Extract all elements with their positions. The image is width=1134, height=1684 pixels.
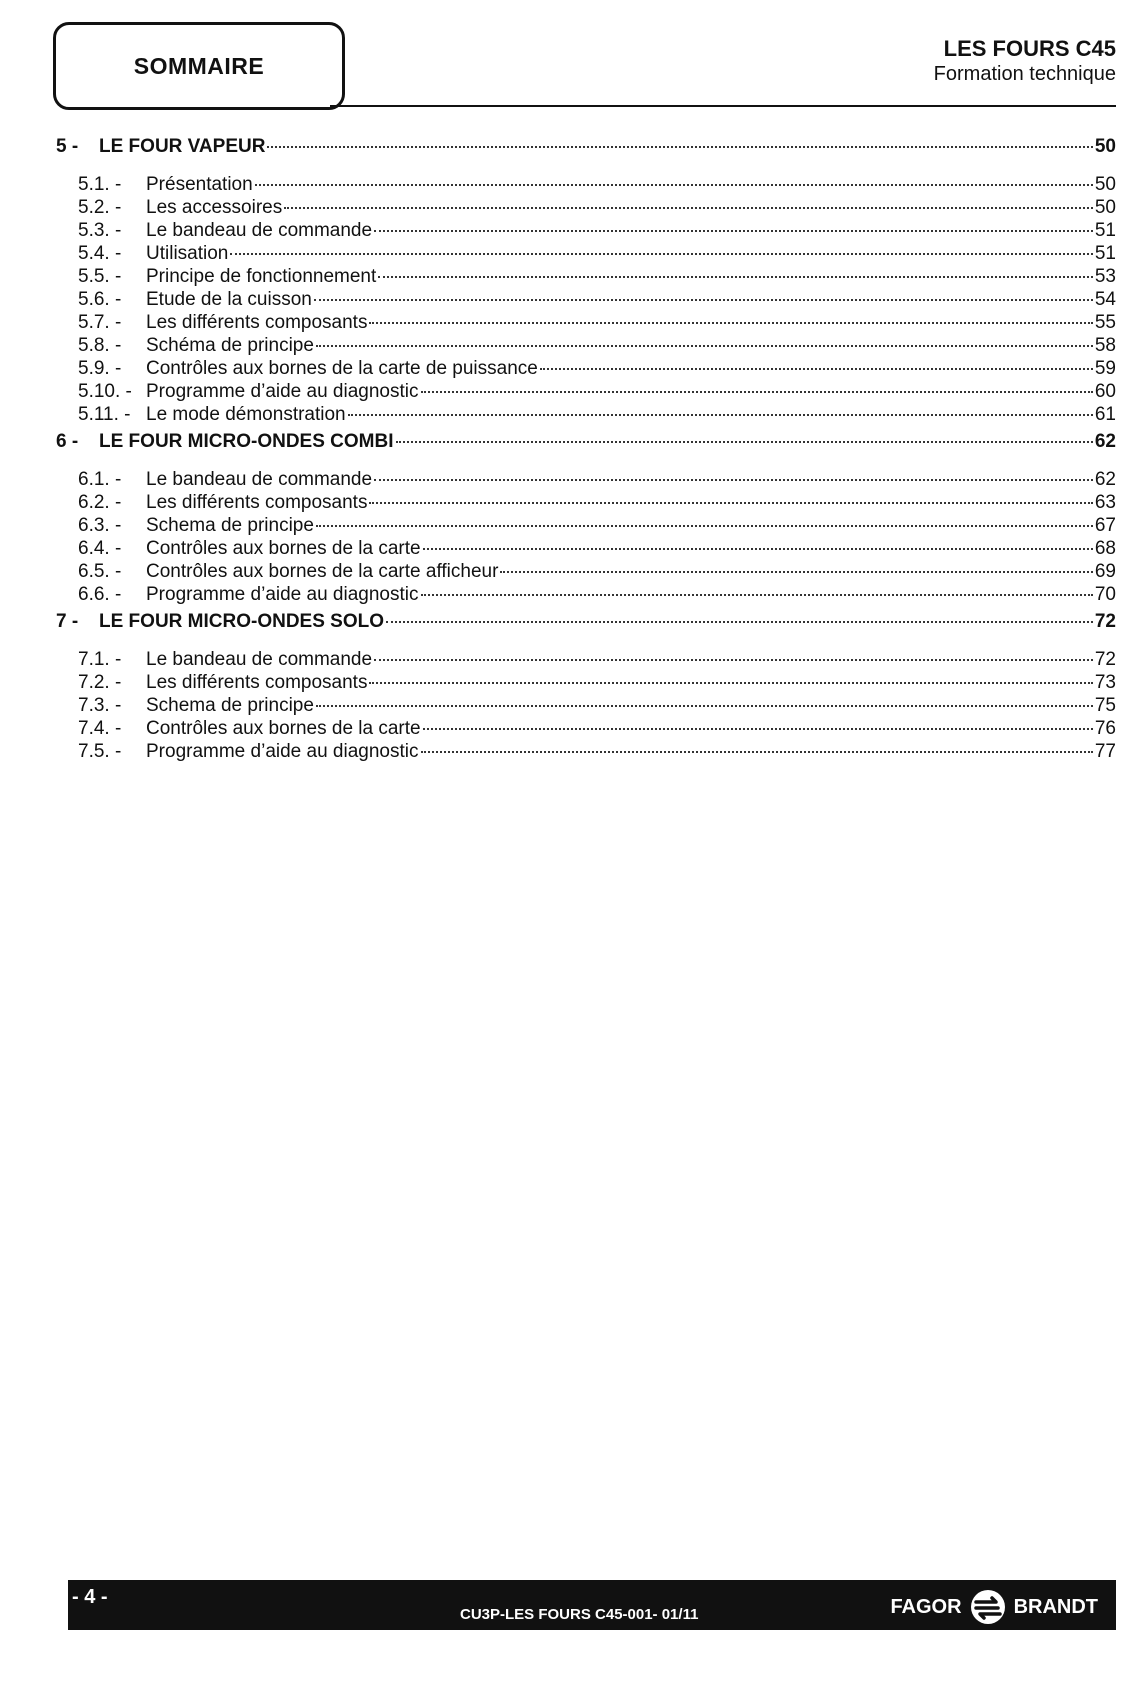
- brand-name-brandt: BRANDT: [1013, 1595, 1098, 1618]
- toc-entry-title: Contrôles aux bornes de la carte de puissance: [146, 358, 538, 379]
- toc-entry-row: [56, 538, 1116, 561]
- toc-section-number: 5 -: [56, 136, 79, 157]
- toc-entry-row: [56, 584, 1116, 607]
- footer-page-number: - 4 -: [72, 1586, 108, 1608]
- toc-dot-leader: [421, 391, 1093, 393]
- toc-section-number: 7 -: [56, 611, 79, 632]
- toc-entry-number: 5.5. -: [78, 266, 122, 287]
- toc-entry-page: 51: [1094, 220, 1116, 241]
- toc-entry-number: 5.9. -: [78, 358, 122, 379]
- toc-entry-row: [56, 404, 1116, 427]
- footer-bar: [68, 1580, 1116, 1630]
- toc-entry-row: [56, 381, 1116, 404]
- toc-entry-page: 76: [1094, 718, 1116, 739]
- toc-entry-page: 77: [1094, 741, 1116, 762]
- toc-dot-leader: [378, 276, 1093, 278]
- toc-entry-page: 63: [1094, 492, 1116, 513]
- toc-dot-leader: [267, 146, 1092, 148]
- toc-entry-page: 70: [1094, 584, 1116, 605]
- toc-entry-number: 5.3. -: [78, 220, 122, 241]
- document-header: [934, 36, 1116, 86]
- toc-entry-row: [56, 718, 1116, 741]
- toc-section-title: LE FOUR MICRO-ONDES COMBI: [99, 431, 394, 452]
- toc-entry-title: Contrôles aux bornes de la carte: [146, 538, 421, 559]
- toc-dot-leader: [348, 414, 1093, 416]
- toc-entry-title: Les différents composants: [146, 492, 368, 513]
- toc-dot-leader: [500, 571, 1092, 573]
- toc-entry-number: 6.5. -: [78, 561, 122, 582]
- toc-entry-number: 6.3. -: [78, 515, 122, 536]
- toc-entry-row: [56, 672, 1116, 695]
- toc-entry-title: Programme d’aide au diagnostic: [146, 584, 419, 605]
- toc-entry-title: Le bandeau de commande: [146, 469, 373, 490]
- toc-entry-page: 61: [1094, 404, 1116, 425]
- toc-dot-leader: [374, 659, 1093, 661]
- document-title: LES FOURS C45: [943, 36, 1116, 61]
- header-divider: [330, 105, 1116, 107]
- toc-entry-title: Programme d’aide au diagnostic: [146, 741, 419, 762]
- toc-entry-row: [56, 695, 1116, 718]
- toc-entry-row: [56, 561, 1116, 584]
- brand-logo: [890, 1589, 1098, 1625]
- toc-dot-leader: [421, 751, 1093, 753]
- toc-dot-leader: [374, 230, 1093, 232]
- toc-entry-number: 5.6. -: [78, 289, 122, 310]
- toc-entry-row: [56, 174, 1116, 197]
- toc-entry-page: 62: [1094, 469, 1116, 490]
- toc-entry-title: Etude de la cuisson: [146, 289, 312, 310]
- table-of-contents: [56, 136, 1116, 764]
- toc-entry-row: [56, 492, 1116, 515]
- toc-section-page: 50: [1094, 136, 1116, 157]
- toc-section-page: 72: [1094, 611, 1116, 632]
- toc-entry-row: [56, 220, 1116, 243]
- toc-section-row: [56, 611, 1116, 641]
- toc-entry-number: 6.4. -: [78, 538, 122, 559]
- toc-entry-title: Schema de principe: [146, 515, 314, 536]
- toc-entry-number: 7.4. -: [78, 718, 122, 739]
- toc-entry-page: 54: [1094, 289, 1116, 310]
- toc-entry-title: Présentation: [146, 174, 253, 195]
- toc-entry-page: 73: [1094, 672, 1116, 693]
- toc-entry-page: 59: [1094, 358, 1116, 379]
- toc-entry-title: Utilisation: [146, 243, 229, 264]
- toc-entry-row: [56, 243, 1116, 266]
- toc-dot-leader: [255, 184, 1093, 186]
- toc-entry-number: 6.2. -: [78, 492, 122, 513]
- toc-entry-title: Schema de principe: [146, 695, 314, 716]
- toc-entry-row: [56, 197, 1116, 220]
- toc-entry-title: Le mode démonstration: [146, 404, 346, 425]
- toc-entry-row: [56, 741, 1116, 764]
- toc-entry-title: Le bandeau de commande: [146, 649, 373, 670]
- toc-dot-leader: [316, 525, 1093, 527]
- toc-entry-title: Le bandeau de commande: [146, 220, 373, 241]
- toc-entry-row: [56, 289, 1116, 312]
- toc-entry-page: 67: [1094, 515, 1116, 536]
- toc-entry-row: [56, 312, 1116, 335]
- toc-entry-number: 5.2. -: [78, 197, 122, 218]
- toc-entry-row: [56, 266, 1116, 289]
- toc-dot-leader: [369, 322, 1092, 324]
- toc-entry-number: 5.10. -: [78, 381, 132, 402]
- brand-name-fagor: FAGOR: [890, 1595, 962, 1618]
- toc-entry-number: 5.8. -: [78, 335, 122, 356]
- toc-dot-leader: [396, 441, 1093, 443]
- toc-dot-leader: [540, 368, 1093, 370]
- toc-dot-leader: [314, 299, 1093, 301]
- toc-entry-page: 53: [1094, 266, 1116, 287]
- toc-section-title: LE FOUR MICRO-ONDES SOLO: [99, 611, 384, 632]
- footer-reference: CU3P-LES FOURS C45-001- 01/11: [460, 1606, 699, 1623]
- toc-dot-leader: [369, 502, 1092, 504]
- toc-entry-page: 60: [1094, 381, 1116, 402]
- toc-entry-row: [56, 649, 1116, 672]
- toc-entry-page: 69: [1094, 561, 1116, 582]
- toc-entry-number: 7.3. -: [78, 695, 122, 716]
- toc-entry-page: 50: [1094, 197, 1116, 218]
- toc-entry-number: 7.2. -: [78, 672, 122, 693]
- toc-dot-leader: [423, 548, 1093, 550]
- toc-entry-page: 58: [1094, 335, 1116, 356]
- toc-entry-page: 72: [1094, 649, 1116, 670]
- toc-entry-number: 5.7. -: [78, 312, 122, 333]
- toc-entry-title: Principe de fonctionnement: [146, 266, 377, 287]
- toc-dot-leader: [423, 728, 1093, 730]
- toc-entry-page: 55: [1094, 312, 1116, 333]
- toc-section-row: [56, 136, 1116, 166]
- toc-dot-leader: [369, 682, 1092, 684]
- toc-entry-number: 7.1. -: [78, 649, 122, 670]
- toc-dot-leader: [316, 345, 1093, 347]
- toc-entry-page: 68: [1094, 538, 1116, 559]
- toc-entry-page: 75: [1094, 695, 1116, 716]
- sommaire-title: SOMMAIRE: [133, 52, 265, 79]
- toc-dot-leader: [421, 594, 1093, 596]
- toc-entry-row: [56, 335, 1116, 358]
- toc-entry-number: 5.11. -: [78, 404, 131, 425]
- toc-entry-title: Contrôles aux bornes de la carte: [146, 718, 421, 739]
- toc-dot-leader: [284, 207, 1093, 209]
- toc-dot-leader: [386, 621, 1093, 623]
- toc-entry-number: 7.5. -: [78, 741, 122, 762]
- toc-entry-number: 5.1. -: [78, 174, 122, 195]
- toc-entry-page: 50: [1094, 174, 1116, 195]
- sommaire-title-box: [53, 22, 345, 110]
- toc-section-page: 62: [1094, 431, 1116, 452]
- toc-section-title: LE FOUR VAPEUR: [99, 136, 266, 157]
- toc-dot-leader: [230, 253, 1092, 255]
- toc-section-row: [56, 431, 1116, 461]
- document-subtitle: Formation technique: [933, 63, 1116, 85]
- toc-section-number: 6 -: [56, 431, 79, 452]
- toc-entry-page: 51: [1094, 243, 1116, 264]
- toc-dot-leader: [316, 705, 1093, 707]
- toc-entry-title: Schéma de principe: [146, 335, 314, 356]
- toc-entry-number: 6.6. -: [78, 584, 122, 605]
- toc-entry-title: Les différents composants: [146, 672, 368, 693]
- toc-entry-row: [56, 469, 1116, 492]
- toc-entry-title: Les accessoires: [146, 197, 283, 218]
- toc-entry-row: [56, 515, 1116, 538]
- fagor-brandt-logo-icon: [970, 1589, 1006, 1625]
- toc-dot-leader: [374, 479, 1093, 481]
- toc-entry-number: 5.4. -: [78, 243, 122, 264]
- toc-entry-number: 6.1. -: [78, 469, 122, 490]
- toc-entry-title: Programme d’aide au diagnostic: [146, 381, 419, 402]
- toc-entry-title: Contrôles aux bornes de la carte afficheur: [146, 561, 499, 582]
- toc-entry-title: Les différents composants: [146, 312, 368, 333]
- toc-entry-row: [56, 358, 1116, 381]
